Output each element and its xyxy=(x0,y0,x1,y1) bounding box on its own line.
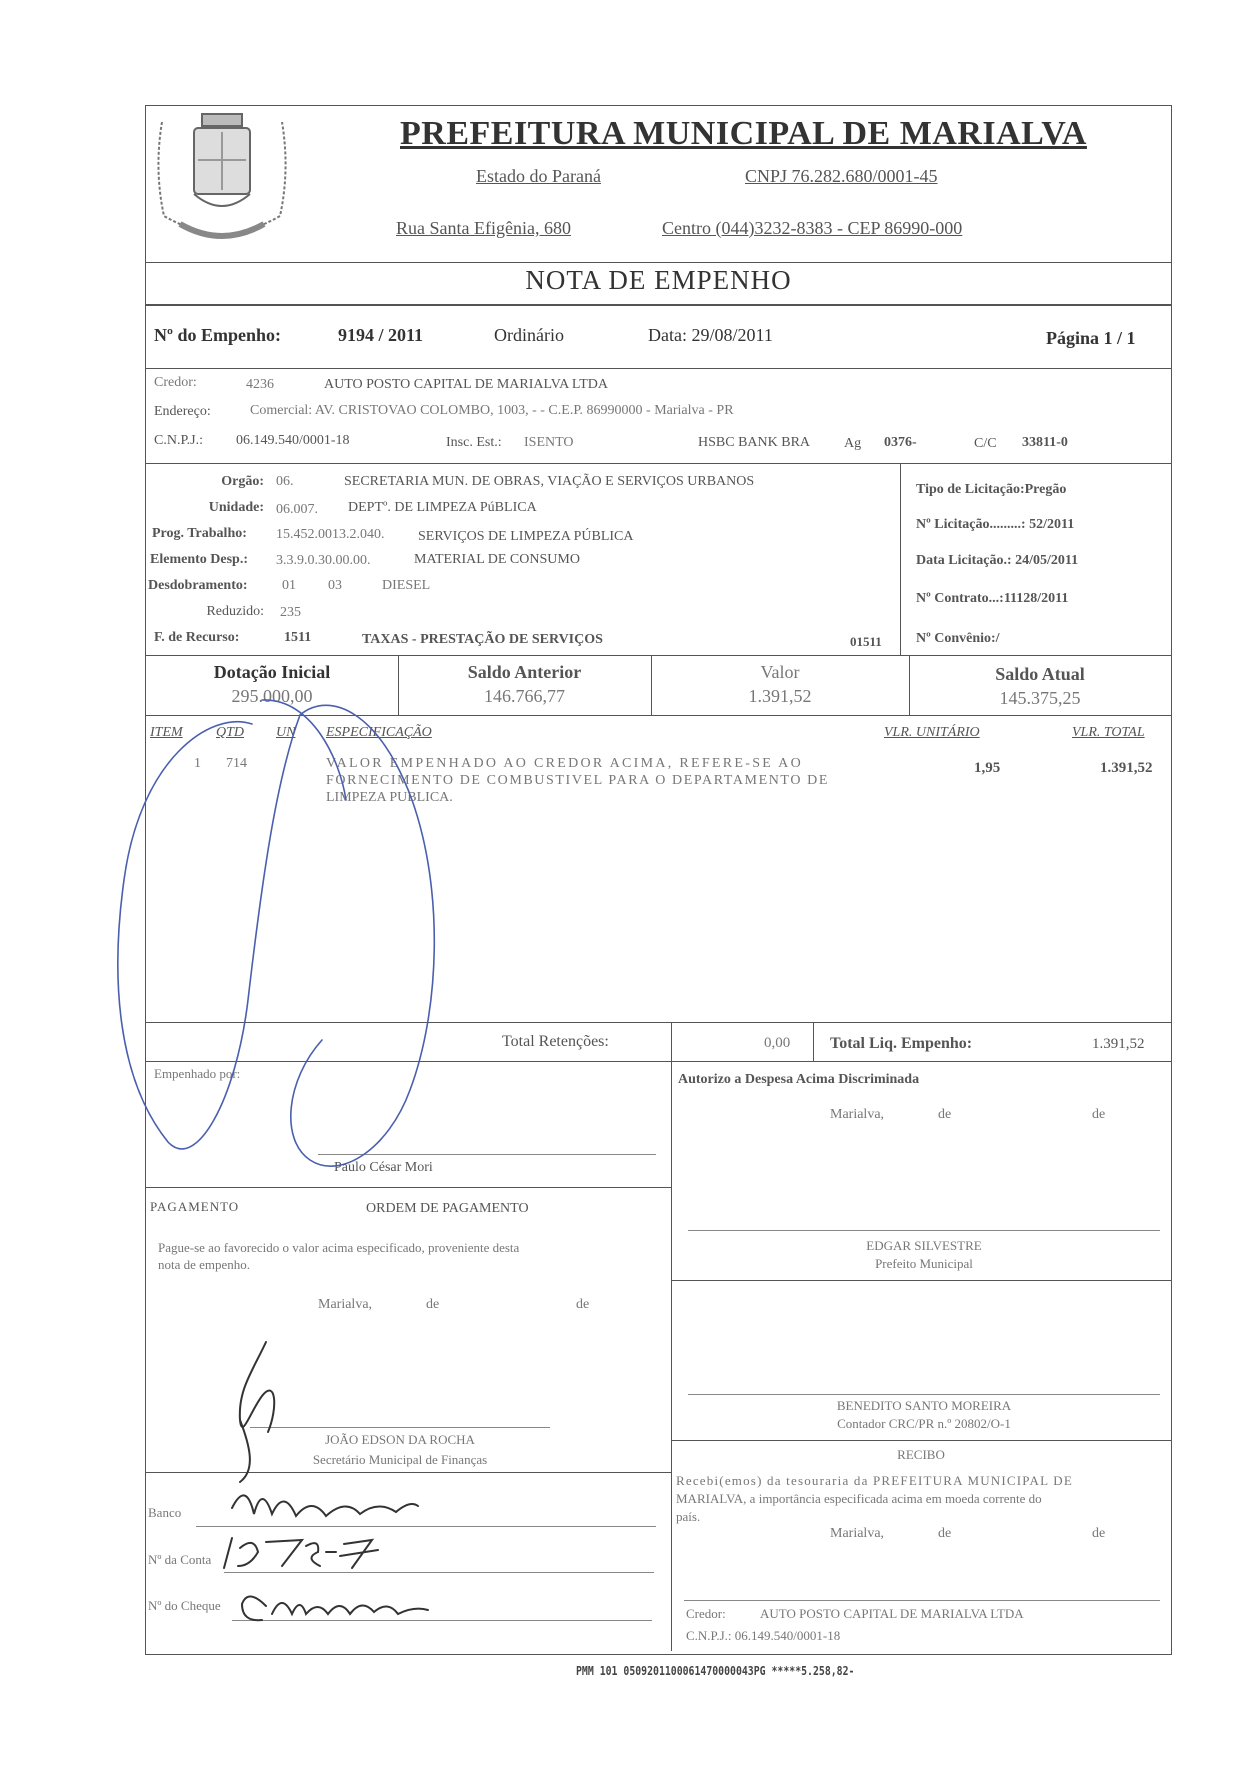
autorizo-de2: de xyxy=(1092,1107,1106,1122)
divider xyxy=(145,262,1172,263)
prog-desc: SERVIÇOS DE LIMPEZA PÚBLICA xyxy=(418,529,634,544)
footer-code: PMM 101 0509201100061470000043PG *****5.258,82- xyxy=(576,1664,855,1678)
page-number: Página 1 / 1 xyxy=(1046,328,1136,348)
municipality-title: PREFEITURA MUNICIPAL DE MARIALVA xyxy=(400,115,1087,152)
saldo-anterior-label: Saldo Anterior xyxy=(467,662,582,682)
prefeito-cargo: Prefeito Municipal xyxy=(875,1256,973,1271)
item-desc-line1: VALOR EMPENHADO AO CREDOR ACIMA, REFERE-SE AO xyxy=(326,756,804,771)
state-name: Estado do Paraná xyxy=(476,166,601,186)
agency-value: 0376- xyxy=(884,435,917,450)
divider xyxy=(145,463,1172,464)
recibo-text-line2: MARIALVA, a importância especificada acima em moeda corrente do xyxy=(676,1491,1042,1506)
elemento-label: Elemento Desp.: xyxy=(150,552,248,567)
divider xyxy=(145,655,1172,656)
credor-label: Credor: xyxy=(154,375,197,390)
saldo-atual-value: 145.375,25 xyxy=(999,688,1081,708)
secretario-nome: JOÃO EDSON DA ROCHA xyxy=(325,1432,475,1447)
divider xyxy=(813,1022,814,1061)
orgao-code: 06. xyxy=(276,474,294,489)
pague-text-line2: nota de empenho. xyxy=(158,1257,251,1272)
divider xyxy=(145,1022,1172,1023)
item-unit-price: 1,95 xyxy=(974,760,1001,776)
cnpj-label: C.N.P.J.: xyxy=(154,433,204,448)
orgao-desc: SECRETARIA MUN. DE OBRAS, VIAÇÃO E SERVIÇOS URBANOS xyxy=(344,474,755,489)
item-number: 1 xyxy=(194,756,201,771)
desdobramento-desc: DIESEL xyxy=(382,578,431,593)
conta-label: Nº da Conta xyxy=(148,1552,212,1567)
pagamento-local: Marialva, xyxy=(318,1297,373,1312)
recibo-text-line1: Recebi(emos) da tesouraria da PREFEITURA MUNICIPAL DE xyxy=(676,1473,1073,1488)
orgao-label: Orgão: xyxy=(221,474,264,489)
desdobramento-b: 03 xyxy=(328,578,342,593)
fonte-desc: TAXAS - PRESTAÇÃO DE SERVIÇOS xyxy=(362,632,603,647)
recibo-de1: de xyxy=(938,1526,952,1541)
item-qty: 714 xyxy=(226,756,247,771)
autorizo-de1: de xyxy=(938,1107,952,1122)
recibo-label: RECIBO xyxy=(897,1447,945,1462)
autorizo-label: Autorizo a Despesa Acima Discriminada xyxy=(678,1072,920,1087)
secretario-cargo: Secretário Municipal de Finanças xyxy=(312,1452,488,1467)
recibo-text-line3: país. xyxy=(676,1509,701,1524)
divider xyxy=(145,1187,671,1188)
items-header-vlr-unit: VLR. UNITÁRIO xyxy=(884,725,980,740)
items-header-vlr-total: VLR. TOTAL xyxy=(1072,725,1145,740)
credor-footer-cnpj: C.N.P.J.: 06.149.540/0001-18 xyxy=(686,1628,841,1643)
divider xyxy=(900,463,901,655)
insc-label: Insc. Est.: xyxy=(446,435,502,450)
fonte-label: F. de Recurso: xyxy=(154,630,240,645)
empenho-number: 9194 / 2011 xyxy=(338,325,424,345)
fonte-number: 01511 xyxy=(850,634,882,649)
items-header-spec: ESPECIFICAÇÃO xyxy=(326,725,432,740)
convenio-numero: Nº Convênio:/ xyxy=(916,631,1000,646)
reduzido-value: 235 xyxy=(280,605,301,620)
item-desc-line2: FORNECIMENTO DE COMBUSTIVEL PARA O DEPARTAMENTO DE xyxy=(326,773,830,788)
divider xyxy=(671,1022,672,1061)
desdobramento-label: Desdobramento: xyxy=(148,578,248,593)
doc-title: NOTA DE EMPENHO xyxy=(525,265,792,295)
divider xyxy=(145,715,1172,716)
unidade-label: Unidade: xyxy=(208,500,264,515)
banco-label: Banco xyxy=(148,1505,182,1520)
cheque-line xyxy=(232,1620,652,1621)
address-street: Rua Santa Efigênia, 680 xyxy=(396,218,571,238)
valor-value: 1.391,52 xyxy=(748,686,812,706)
prog-label: Prog. Trabalho: xyxy=(152,526,247,541)
credor-footer-label: Credor: xyxy=(686,1606,726,1621)
empenho-type: Ordinário xyxy=(494,325,564,345)
retencoes-label: Total Retenções: xyxy=(502,1033,609,1050)
divider xyxy=(671,1440,1172,1441)
endereco-label: Endereço: xyxy=(154,404,211,419)
conta-line xyxy=(224,1572,654,1573)
dotacao-inicial-label: Dotação Inicial xyxy=(213,662,331,682)
saldo-anterior-value: 146.766,77 xyxy=(484,686,565,706)
retencoes-value: 0,00 xyxy=(764,1035,791,1051)
licitacao-data: Data Licitação.: 24/05/2011 xyxy=(916,553,1079,568)
licitacao-tipo: Tipo de Licitação:Pregão xyxy=(916,482,1067,497)
item-desc-line3: LIMPEZA PUBLICA. xyxy=(326,790,453,805)
desdobramento-a: 01 xyxy=(282,578,296,593)
empenhado-por-nome: Paulo César Mori xyxy=(334,1160,433,1175)
divider xyxy=(145,1061,1172,1062)
banco-line xyxy=(196,1526,656,1527)
divider xyxy=(671,1061,672,1651)
liquido-label: Total Liq. Empenho: xyxy=(830,1035,973,1052)
signature-line xyxy=(318,1154,656,1155)
items-header-un: UN xyxy=(276,725,296,740)
endereco-value: Comercial: AV. CRISTOVAO COLOMBO, 1003, - - C.E.P. 86990000 - Marialva - PR xyxy=(250,403,734,418)
items-header-item: ITEM xyxy=(150,725,183,740)
fonte-code: 1511 xyxy=(284,630,312,645)
cheque-label: Nº do Cheque xyxy=(148,1598,221,1613)
divider xyxy=(145,1472,671,1473)
contador-cargo: Contador CRC/PR n.º 20802/O-1 xyxy=(837,1416,1011,1431)
cnpj-header: CNPJ 76.282.680/0001-45 xyxy=(745,166,938,186)
valor-label: Valor xyxy=(760,662,800,682)
credor-name: AUTO POSTO CAPITAL DE MARIALVA LTDA xyxy=(324,377,608,392)
empenhado-por-label: Empenhado por: xyxy=(154,1066,241,1081)
reduzido-label: Reduzido: xyxy=(206,604,264,619)
divider xyxy=(145,304,1172,306)
credor-code: 4236 xyxy=(246,377,274,392)
credor-footer-name: AUTO POSTO CAPITAL DE MARIALVA LTDA xyxy=(760,1606,1024,1621)
recibo-local: Marialva, xyxy=(830,1526,885,1541)
signature-line xyxy=(688,1394,1160,1395)
divider xyxy=(671,1280,1172,1281)
licitacao-numero: Nº Licitação.........: 52/2011 xyxy=(916,517,1075,532)
recibo-de2: de xyxy=(1092,1526,1106,1541)
saldo-atual-label: Saldo Atual xyxy=(995,664,1085,684)
signature-line xyxy=(684,1600,1160,1601)
account-label: C/C xyxy=(974,436,997,451)
insc-value: ISENTO xyxy=(524,435,574,450)
divider xyxy=(145,368,1172,369)
contrato-numero: Nº Contrato...:11128/2011 xyxy=(916,591,1069,606)
contador-nome: BENEDITO SANTO MOREIRA xyxy=(836,1398,1012,1413)
signature-line xyxy=(250,1427,550,1428)
elemento-desc: MATERIAL DE CONSUMO xyxy=(414,552,580,567)
bank-name: HSBC BANK BRA xyxy=(698,435,811,450)
unidade-desc: DEPTº. DE LIMPEZA PúBLICA xyxy=(348,500,537,515)
signature-line xyxy=(688,1230,1160,1231)
agency-label: Ag xyxy=(844,436,862,451)
pagamento-de2: de xyxy=(576,1297,590,1312)
dotacao-inicial-value: 295.000,00 xyxy=(231,686,313,706)
elemento-code: 3.3.9.0.30.00.00. xyxy=(276,553,371,568)
cnpj-value: 06.149.540/0001-18 xyxy=(236,433,350,448)
empenho-date: Data: 29/08/2011 xyxy=(648,325,773,345)
address-contact: Centro (044)3232-8383 - CEP 86990-000 xyxy=(662,218,963,238)
liquido-value: 1.391,52 xyxy=(1092,1036,1145,1052)
pague-text-line1: Pague-se ao favorecido o valor acima especificado, proveniente desta xyxy=(158,1240,520,1255)
item-total: 1.391,52 xyxy=(1100,760,1153,776)
items-header-qtd: QTD xyxy=(216,725,245,740)
empenho-number-label: Nº do Empenho: xyxy=(154,325,281,345)
pagamento-label: PAGAMENTO xyxy=(150,1199,240,1214)
prog-code: 15.452.0013.2.040. xyxy=(276,527,385,542)
account-value: 33811-0 xyxy=(1022,435,1068,450)
prefeito-nome: EDGAR SILVESTRE xyxy=(866,1238,982,1253)
pagamento-de1: de xyxy=(426,1297,440,1312)
ordem-pagamento-label: ORDEM DE PAGAMENTO xyxy=(366,1201,529,1216)
unidade-code: 06.007. xyxy=(276,502,318,517)
autorizo-local: Marialva, xyxy=(830,1107,885,1122)
